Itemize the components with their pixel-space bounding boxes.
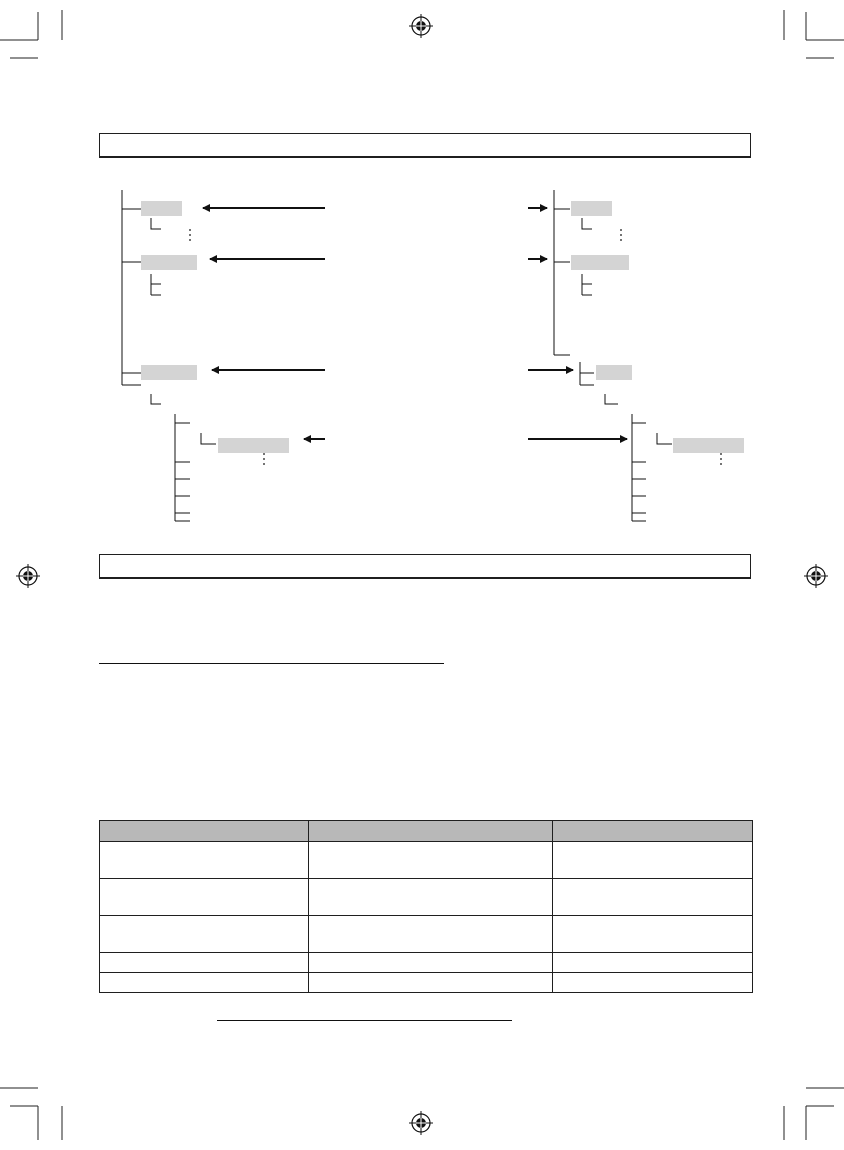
right-folder-tree [554, 190, 672, 521]
table-cell [309, 842, 553, 879]
table-cell [553, 879, 753, 916]
table-cell [100, 973, 309, 993]
table-cell [100, 842, 309, 879]
table-cell [100, 879, 309, 916]
registration-target-icon [803, 563, 829, 589]
table-row [100, 953, 753, 973]
table-cell [100, 916, 309, 953]
folder-box [571, 255, 629, 270]
folder-box [596, 365, 632, 380]
folder-box [218, 438, 289, 453]
file-info-table [99, 820, 753, 993]
folder-box [141, 255, 197, 270]
table-cell [100, 953, 309, 973]
folder-box [571, 201, 612, 216]
table-cell [309, 879, 553, 916]
column-header [309, 821, 553, 842]
table-row [100, 973, 753, 993]
folder-box [673, 438, 744, 453]
table-cell [309, 916, 553, 953]
table-cell [553, 973, 753, 993]
folder-box [141, 365, 197, 380]
column-header [553, 821, 753, 842]
table-row [100, 916, 753, 953]
table-row [100, 879, 753, 916]
column-header [100, 821, 309, 842]
table-cell [553, 842, 753, 879]
registration-target-icon [15, 563, 41, 589]
section-header-file-information [99, 554, 751, 579]
left-folder-tree [122, 190, 216, 521]
underline-rule [99, 663, 444, 664]
table-cell [309, 953, 553, 973]
folder-tree-diagram [0, 0, 844, 540]
underline-rule [217, 1020, 512, 1021]
table-row [100, 842, 753, 879]
table-cell [553, 953, 753, 973]
table-header-row [100, 821, 753, 842]
table-cell [553, 916, 753, 953]
table-cell [309, 973, 553, 993]
folder-box [141, 201, 182, 216]
registration-target-icon [408, 1110, 434, 1136]
